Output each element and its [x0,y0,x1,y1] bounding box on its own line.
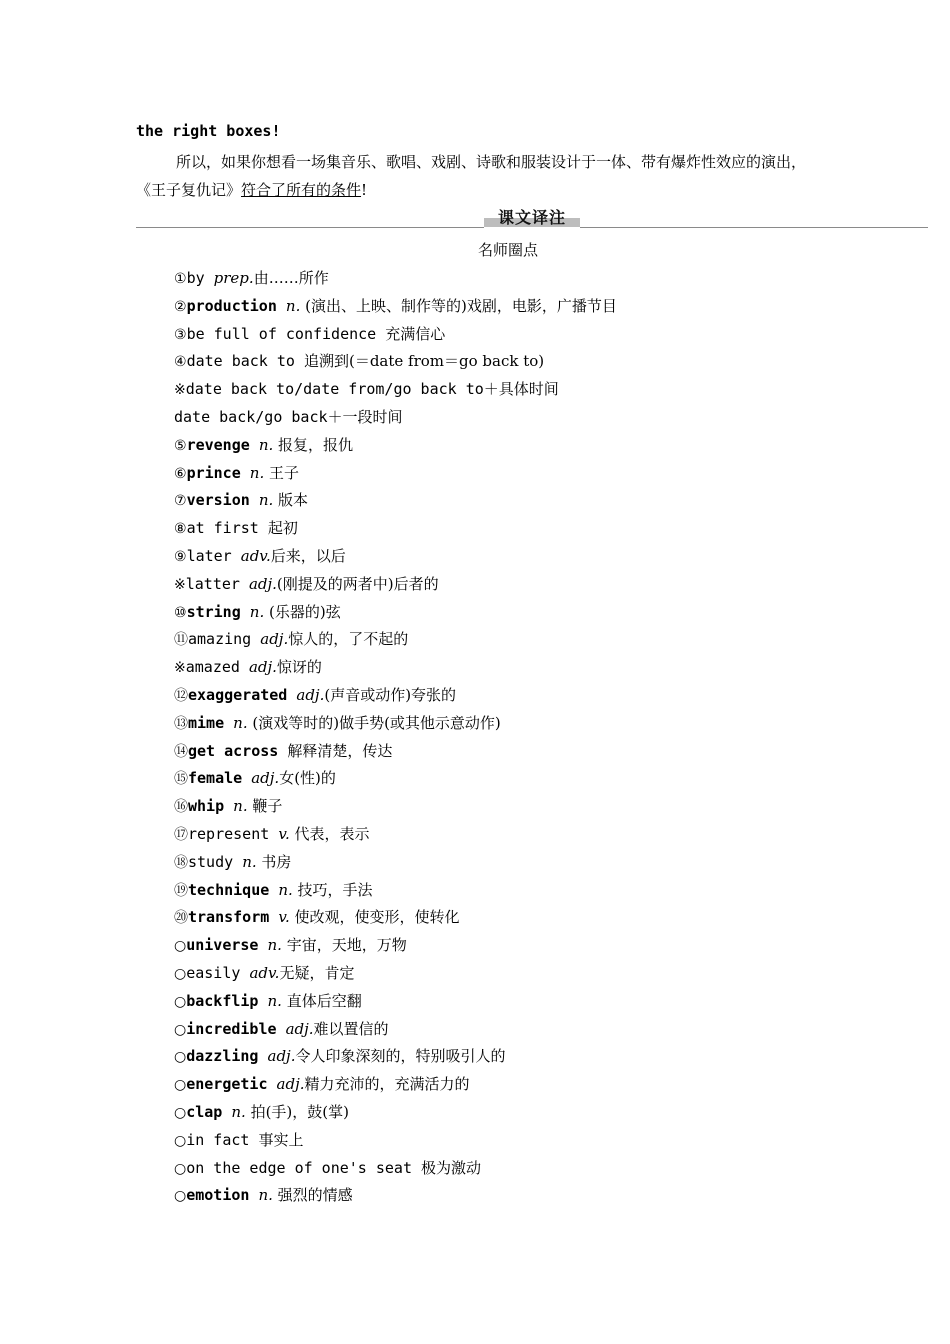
note-item [174,989,874,1017]
note-term: mime [188,713,234,732]
note-term: incredible [186,1019,286,1038]
note-pos: adj. [296,685,325,704]
note-marker: ⑨ [174,548,187,565]
note-item [174,544,874,572]
note-item [174,349,874,377]
note-item [174,766,874,794]
note-definition: (演出、上映、制作等的)戏剧，电影，广播节目 [300,296,617,315]
note-marker: ○ [174,965,187,982]
note-item [174,711,874,739]
note-item [174,294,874,322]
note-marker: ○ [174,993,187,1010]
note-definition: 代表，表示 [289,824,370,843]
note-definition: 鞭子 [247,797,283,816]
note-item [174,961,874,989]
note-marker: ① [174,271,187,287]
top-line: the right boxes! [136,122,281,140]
note-marker: ※ [174,576,186,593]
note-pos: adj. [251,769,280,788]
note-term: female [188,769,252,788]
note-marker: ⑤ [174,437,187,454]
note-marker: ⑬ [174,715,188,732]
note-term: date back/go back [174,407,328,426]
note-term: clap [186,1102,232,1121]
note-definition: 拍(手)，鼓(掌) [245,1102,349,1121]
note-term: at first [186,519,268,538]
note-item [174,322,874,350]
note-marker: ○ [174,1049,187,1066]
note-definition: 无疑，肯定 [279,963,355,982]
note-term: on the edge of one's seat [186,1158,422,1177]
note-definition: (声音或动作)夸张的 [324,685,457,704]
note-term: transform [188,908,279,927]
note-marker: ○ [174,1021,187,1038]
note-marker: ⑰ [174,826,188,843]
note-pos: n. [249,602,265,621]
note-item [174,600,874,628]
note-definition: 由……所作 [253,269,329,287]
note-pos: n. [258,491,274,510]
note-item [174,1072,874,1100]
note-item [174,572,874,600]
note-term: in fact [186,1130,259,1149]
note-marker: ○ [174,1104,187,1121]
note-term: dazzling [186,1047,268,1066]
note-marker: ⑦ [174,493,187,510]
note-definition: 技巧，手法 [292,880,373,899]
note-pos: v. [278,824,290,843]
note-marker: ② [174,298,187,315]
note-term: date back to/date from/go back to [185,380,484,399]
note-term: be full of confidence [186,324,386,343]
note-definition: 强烈的情感 [272,1186,353,1205]
note-marker: ○ [174,1132,187,1149]
note-term: study [188,852,243,871]
note-term: production [186,296,286,315]
note-marker: ⑥ [174,465,187,482]
paragraph-underlined-text: 符合了所有的条件 [241,181,362,199]
note-term: energetic [186,1075,277,1094]
note-marker: ⑧ [174,521,187,538]
note-item [174,905,874,933]
note-definition: 极为激动 [421,1158,482,1177]
note-item [174,655,874,683]
note-marker: ○ [174,1188,187,1205]
note-marker: ⑩ [174,604,187,621]
note-pos: adj. [285,1019,314,1038]
note-item [174,683,874,711]
note-pos: n. [233,797,248,816]
note-pos: adv. [249,963,280,982]
note-item [174,933,874,961]
note-definition: 惊讶的 [276,658,322,677]
note-term: string [186,602,250,621]
section-label: 课文译注 [484,209,580,227]
note-term: amazed [185,658,249,677]
note-definition: 事实上 [258,1130,304,1149]
note-term: technique [188,880,279,899]
note-pos: n. [249,463,265,482]
note-term: amazing [188,630,261,649]
note-definition: (刚提及的两者中)后者的 [276,574,439,593]
note-marker: ④ [174,354,187,371]
note-pos: adj. [276,1075,305,1094]
note-term: represent [188,824,279,843]
note-term: backflip [186,991,268,1010]
note-term: prince [186,463,250,482]
note-item [174,1044,874,1072]
note-item [174,405,874,433]
note-item [174,433,874,461]
paragraph-text: 所以，如果你想看一场集音乐、歌唱、戏剧、诗歌和服装设计于一体、带有爆炸性效应的演出，《王子复仇记》 [136,153,807,199]
note-item [174,488,874,516]
note-definition: 宇宙，天地，万物 [281,936,407,955]
note-item [174,1183,874,1211]
note-item [174,461,874,489]
note-term: universe [186,936,268,955]
note-item [174,516,874,544]
note-pos: adj. [248,574,277,593]
note-marker: ○ [174,1160,187,1177]
note-item [174,739,874,767]
note-pos: n. [278,880,293,899]
note-term: version [186,491,259,510]
note-marker: ③ [174,326,187,343]
note-item [174,822,874,850]
note-definition: 王子 [264,463,299,482]
note-definition: 直体后空翻 [281,991,362,1010]
note-pos: n. [285,296,301,315]
note-marker: ○ [174,1077,187,1094]
note-definition: ＋一段时间 [327,407,403,426]
note-pos: n. [231,1102,246,1121]
note-term: exaggerated [188,685,297,704]
section-label-box [484,209,580,230]
note-definition: 惊人的，了不起的 [288,630,409,649]
note-term: emotion [186,1186,259,1205]
note-item [174,627,874,655]
note-marker: ⑭ [174,743,188,760]
note-definition: 追溯到(＝date from＝go back to) [303,352,545,371]
note-item [174,878,874,906]
note-item [174,850,874,878]
note-marker: ○ [174,938,187,955]
note-definition: 起初 [267,519,298,538]
paragraph [136,148,826,204]
note-pos: n. [242,852,257,871]
note-term: easily [186,963,250,982]
note-marker: ※ [174,382,186,399]
note-definition: 难以置信的 [313,1019,389,1038]
note-pos: prep. [213,269,254,287]
note-definition: 报复，报仇 [273,435,354,454]
note-item [174,1156,874,1184]
note-definition: ＋具体时间 [483,380,559,399]
note-term: date back to [186,352,304,371]
note-item [174,377,874,405]
note-item [174,1100,874,1128]
note-pos: adj. [248,658,277,677]
note-pos: adj. [267,1047,296,1066]
note-pos: n. [267,936,282,955]
note-item [174,266,874,294]
note-definition: 版本 [273,491,309,510]
note-marker: ⑮ [174,771,188,788]
note-item [174,1128,874,1156]
note-definition: (乐器的)弦 [264,602,341,621]
note-pos: adv. [240,546,271,565]
note-marker: ⑱ [174,854,188,871]
note-definition: 令人印象深刻的，特别吸引人的 [295,1047,506,1066]
note-marker: ※ [174,660,186,677]
note-definition: 使改观，使变形，使转化 [289,908,460,927]
notes-list [174,266,874,1211]
note-item [174,1017,874,1045]
note-definition: 解释清楚，传达 [287,741,393,760]
note-term: whip [188,797,234,816]
note-term: revenge [186,435,259,454]
note-definition: 后来，以后 [270,546,346,565]
note-term: later [186,546,241,565]
note-pos: adj. [260,630,289,649]
note-term: get across [188,741,288,760]
note-definition: 精力充沛的，充满活力的 [304,1075,470,1094]
note-pos: v. [278,908,290,927]
note-definition: 书房 [256,852,292,871]
note-marker: ⑫ [174,687,188,704]
note-definition: (演戏等时的)做手势(或其他示意动作) [247,713,501,732]
note-marker: ⑯ [174,799,188,816]
note-marker: ⑪ [174,632,188,649]
paragraph-end: ! [361,181,368,199]
subheading: 名师圈点 [477,241,538,259]
note-definition: 女(性)的 [279,769,336,788]
note-pos: n. [258,1186,273,1205]
note-pos: n. [267,991,282,1010]
note-item [174,794,874,822]
note-pos: n. [233,713,248,732]
note-pos: n. [258,435,274,454]
note-marker: ⑲ [174,882,188,899]
note-definition: 充满信心 [385,324,446,343]
note-term: latter [185,574,249,593]
note-marker: ⑳ [174,910,188,927]
note-term: by [186,269,214,287]
